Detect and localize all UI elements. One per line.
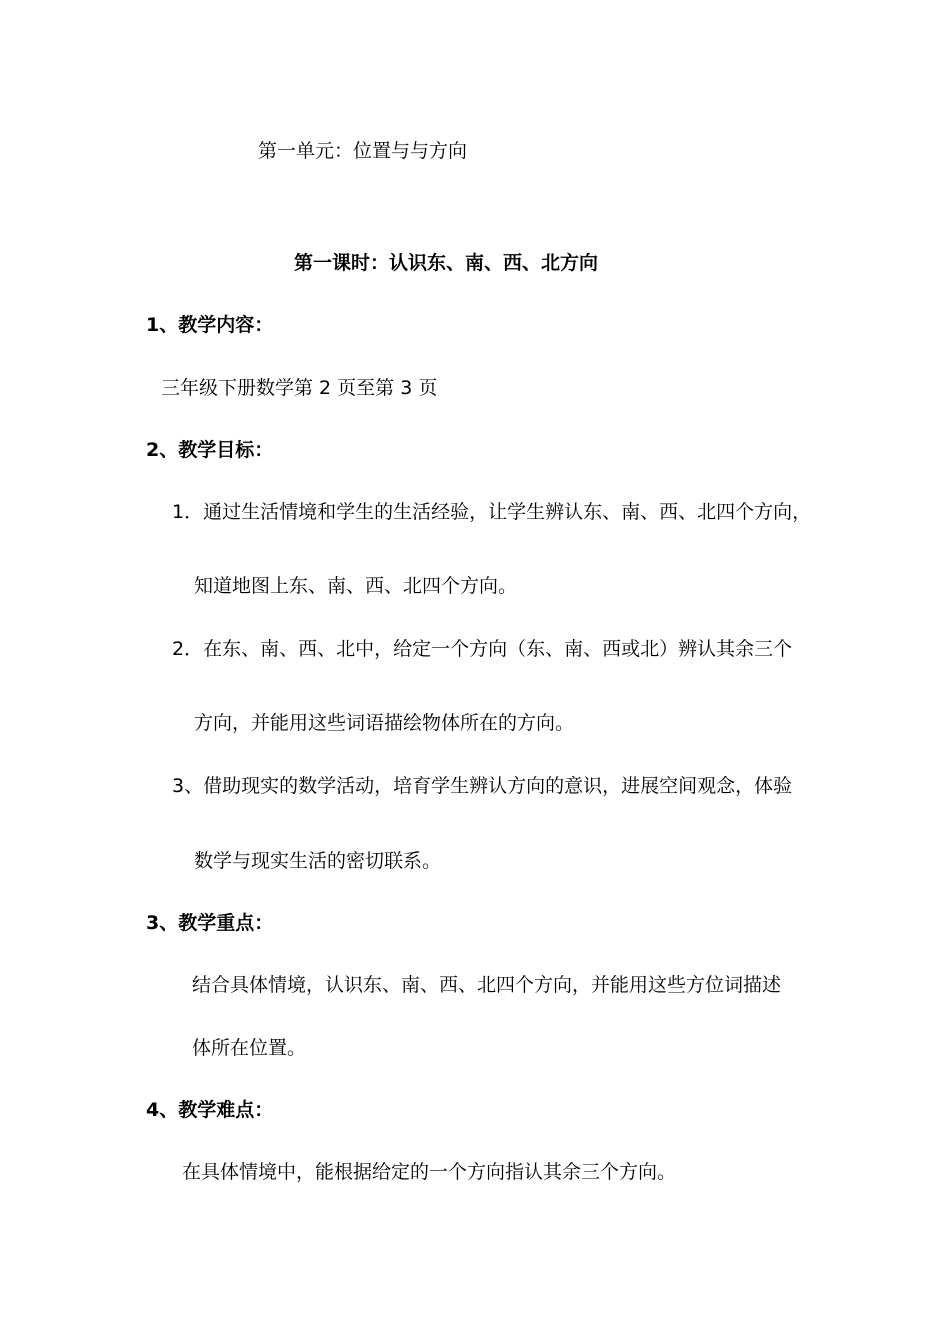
section-heading-content: 1、教学内容： [146, 314, 274, 336]
objective-2-line-1: 2．在东、南、西、北中，给定一个方向（东、南、西或北）辨认其余三个 [172, 638, 793, 660]
key-points-line-1: 结合具体情境，认识东、南、西、北四个方向，并能用这些方位词描述 [192, 974, 782, 996]
objective-3-line-1: 3、借助现实的数学活动，培育学生辨认方向的意识，进展空间观念，体验 [172, 775, 793, 797]
content-text: 三年级下册数学第 2 页至第 3 页 [161, 377, 438, 399]
lesson-title: 第一课时：认识东、南、西、北方向 [294, 252, 599, 274]
objective-1-line-2: 知道地图上东、南、西、北四个方向。 [194, 575, 518, 597]
objective-2-line-2: 方向，并能用这些词语描绘物体所在的方向。 [194, 712, 575, 734]
section-heading-difficulties: 4、教学难点： [146, 1099, 274, 1121]
section-heading-key-points: 3、教学重点： [146, 912, 274, 934]
objective-3-line-2: 数学与现实生活的密切联系。 [194, 850, 442, 872]
key-points-line-2: 体所在位置。 [192, 1037, 307, 1059]
objective-1-line-1: 1．通过生活情境和学生的生活经验，让学生辨认东、南、西、北四个方向， [172, 501, 812, 523]
section-heading-objectives: 2、教学目标： [146, 439, 274, 461]
difficulties-text: 在具体情境中，能根据给定的一个方向指认其余三个方向。 [182, 1161, 677, 1183]
unit-title: 第一单元：位置与与方向 [258, 140, 468, 162]
